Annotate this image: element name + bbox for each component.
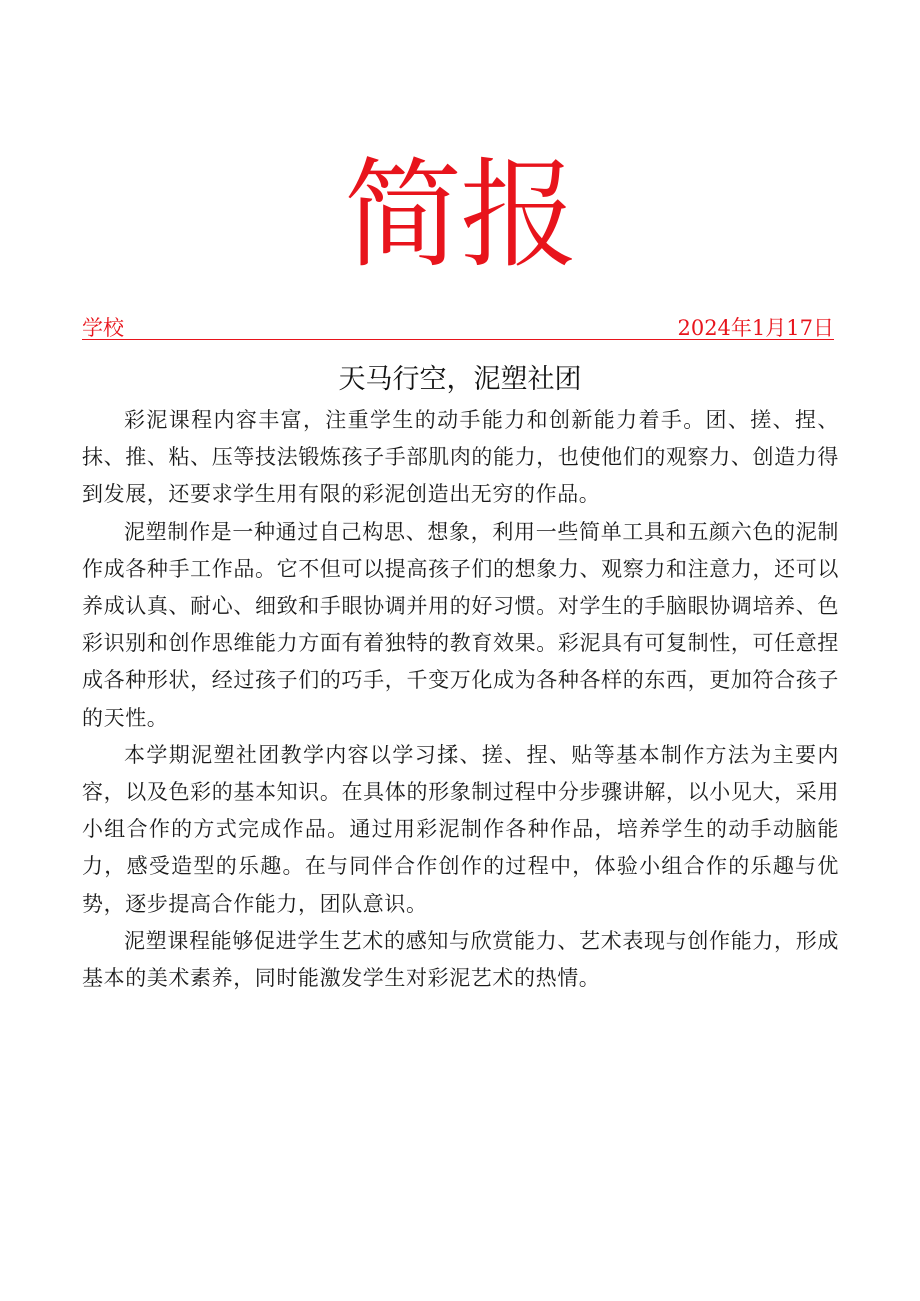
info-row <box>82 312 834 340</box>
article-paragraph: 泥塑制作是一种通过自己构思、想象，利用一些简单工具和五颜六色的泥制作成各种手工作品。它不但可以提高孩子们的想象力、观察力和注意力，还可以养成认真、耐心、细致和手眼协调并用的好习惯。对学生的手脑眼协调培养、色彩识别和创作思维能力方面有着独特的教育效果。彩泥具有可复制性，可任意捏成各种形状，经过孩子们的巧手，千变万化成为各种各样的东西，更加符合孩子的天性。 <box>82 519 839 730</box>
masthead-title: 简报 <box>343 146 576 284</box>
school-label: 学校 <box>82 316 124 340</box>
article-body <box>82 402 839 997</box>
article-title: 天马行空，泥塑社团 <box>338 364 582 395</box>
article-paragraph: 本学期泥塑社团教学内容以学习揉、搓、捏、贴等基本制作方法为主要内容，以及色彩的基本知识。在具体的形象制过程中分步骤讲解，以小见大，采用小组合作的方式完成作品。通过用彩泥制作各种作品，培养学生的动手动脑能力，感受造型的乐趣。在与同伴合作创作的过程中，体验小组合作的乐趣与优势，逐步提高合作能力，团队意识。 <box>82 742 839 916</box>
header-divider <box>82 339 834 340</box>
article-paragraph: 泥塑课程能够促进学生艺术的感知与欣赏能力、艺术表现与创作能力，形成基本的美术素养，同时能激发学生对彩泥艺术的热情。 <box>82 928 839 991</box>
article-paragraph: 彩泥课程内容丰富，注重学生的动手能力和创新能力着手。团、搓、捏、抹、推、粘、压等技法锻炼孩子手部肌肉的能力，也使他们的观察力、创造力得到发展，还要求学生用有限的彩泥创造出无穷的作品。 <box>82 408 839 507</box>
report-date: 2024年1月17日 <box>677 316 834 340</box>
